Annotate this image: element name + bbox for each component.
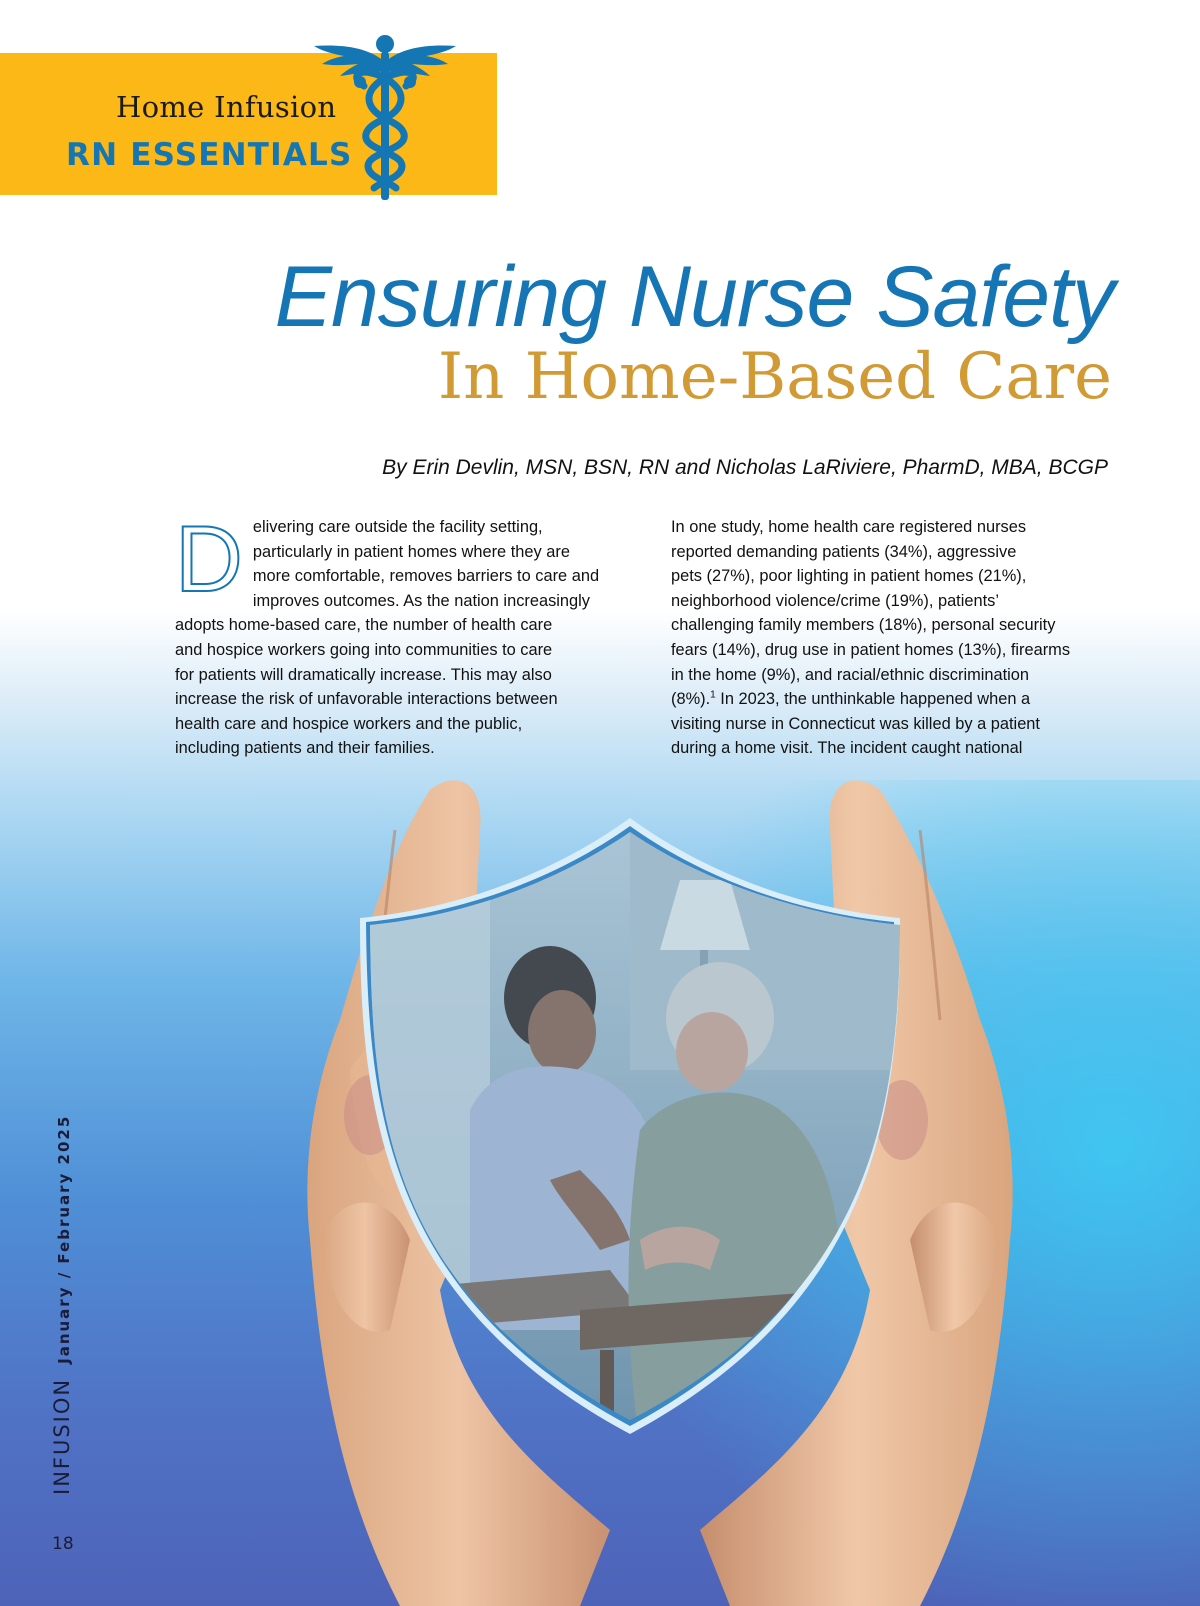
reference-superscript: 1 bbox=[710, 689, 716, 701]
text-line: more comfortable, removes barriers to care and bbox=[252, 567, 600, 586]
text-fragment: In 2023, the unthinkable happened when a bbox=[715, 690, 1031, 709]
magazine-masthead bbox=[50, 1115, 74, 1495]
banner-subtitle: RN ESSENTIALS bbox=[66, 137, 353, 173]
caduceus-icon bbox=[314, 32, 456, 200]
article-byline: By Erin Devlin, MSN, BSN, RN and Nicholas LaRiviere, PharmD, MBA, BCGP bbox=[382, 456, 1108, 479]
text-line: In one study, home health care registered nurses bbox=[671, 518, 1027, 536]
text-line-with-ref bbox=[671, 687, 1111, 712]
text-line: pets (27%), poor lighting in patient homes (21%), bbox=[671, 567, 1027, 586]
text-fragment: (8%). bbox=[671, 690, 711, 709]
issue-date: January / February 2025 bbox=[55, 1114, 73, 1364]
text-line: visiting nurse in Connecticut was killed by a patient bbox=[671, 714, 1040, 733]
article-column-right bbox=[671, 515, 1111, 761]
text-line: neighborhood violence/crime (19%), patients’ bbox=[671, 591, 999, 610]
text-line: adopts home-based care, the number of health care bbox=[175, 616, 553, 635]
text-line: and hospice workers going into communities to care bbox=[175, 640, 553, 659]
text-line: particularly in patient homes where they are bbox=[252, 542, 570, 561]
article-column-left bbox=[175, 506, 625, 761]
text-line: including patients and their families. bbox=[175, 739, 435, 758]
banner-title: Home Infusion bbox=[116, 90, 337, 124]
text-line: challenging family members (18%), personal security bbox=[671, 616, 1056, 635]
text-line: health care and hospice workers and the public, bbox=[175, 714, 523, 733]
text-line: during a home visit. The incident caught national bbox=[671, 739, 1023, 758]
text-line: for patients will dramatically increase. This may also bbox=[175, 665, 552, 684]
dropcap: D bbox=[175, 506, 243, 611]
text-line: in the home (9%), and racial/ethnic discrimination bbox=[671, 665, 1030, 684]
article-subtitle: In Home-Based Care bbox=[437, 340, 1112, 414]
page-number: 18 bbox=[52, 1534, 74, 1554]
hands-holding-shield-image bbox=[280, 770, 1040, 1606]
article-title: Ensuring Nurse Safety bbox=[274, 249, 1114, 345]
text-line: fears (14%), drug use in patient homes (13%), firearms bbox=[671, 640, 1071, 659]
text-line: increase the risk of unfavorable interactions between bbox=[175, 690, 558, 709]
text-line: improves outcomes. As the nation increasingly bbox=[252, 591, 590, 610]
magazine-name: INFUSION bbox=[50, 1377, 74, 1495]
text-line: elivering care outside the facility setting, bbox=[252, 518, 543, 536]
text-line: reported demanding patients (34%), aggressive bbox=[671, 542, 1017, 561]
